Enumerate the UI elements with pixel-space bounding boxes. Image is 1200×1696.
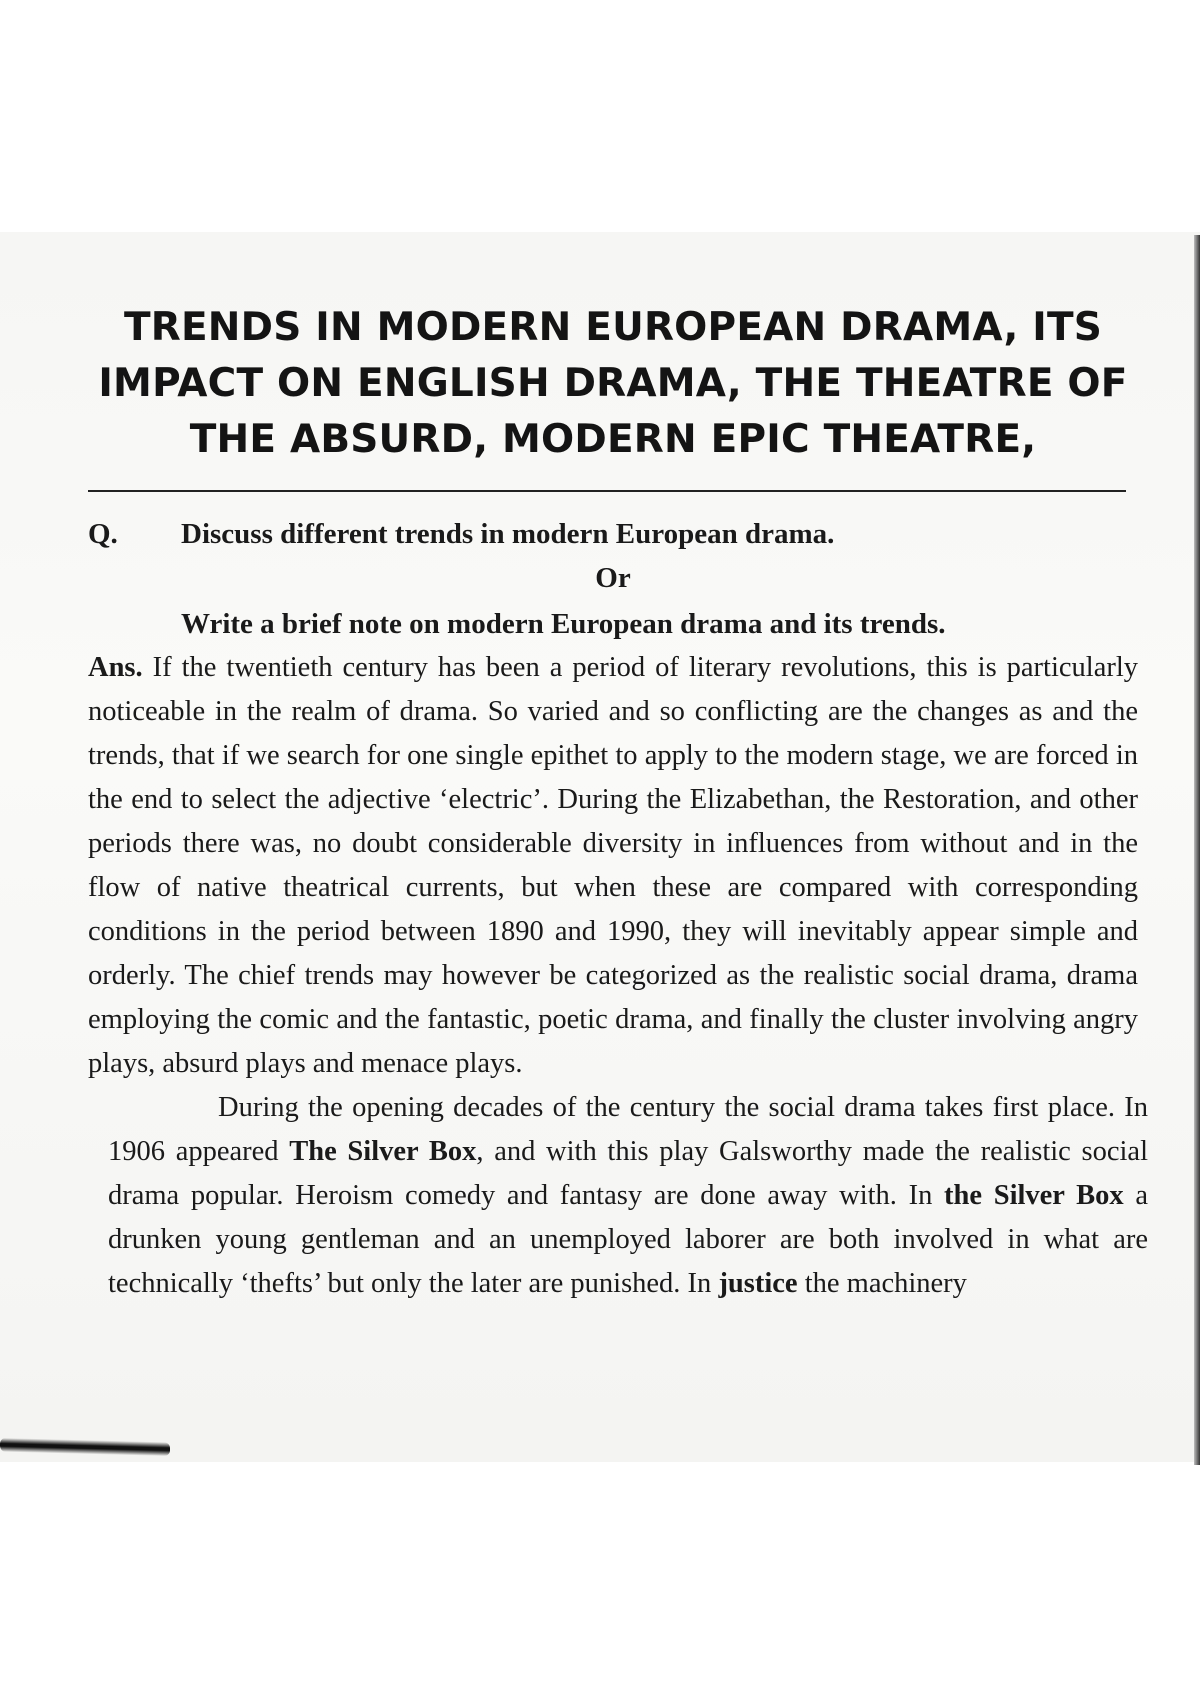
para2-text-c: , and with this play Galsworthy made the realistic social drama popular. Heroism comedy and fantasy are done away with. In xyxy=(108,1136,1149,1211)
question-block xyxy=(88,514,1138,554)
alternate-question-text: Write a brief note on modern European drama and its trends. xyxy=(181,608,946,640)
question-label: Q. xyxy=(88,518,118,550)
play-title-silver-box-2: the Silver Box xyxy=(944,1180,1124,1211)
question-text: Discuss different trends in modern European drama. xyxy=(181,518,835,550)
title-line-2: IMPACT ON ENGLISH DRAMA, THE THEATRE OF xyxy=(98,361,1128,406)
para2-text-g: the machinery xyxy=(797,1268,967,1299)
para2-text-e: a drunken young gentleman and an unemployed laborer are both involved in what are technically ‘thefts’ but only the later are punished. In xyxy=(108,1180,1148,1299)
answer-paragraph-1-text: If the twentieth century has been a period of literary revolutions, this is particularly noticeable in the realm of drama. So varied and so conflicting are the changes as and the trends, that if we search for one single epithet to apply to the modern stage, we are forced in the end to select the adjective ‘electric’. During the Elizabethan, the Restoration, and other periods there was, no doubt considerable diversity in influences from without and in the flow of native theatrical currents, but when these are compared with corresponding conditions in the period between 1890 and 1990, they will inevitably appear simple and orderly. The chief trends may however be categorized as the realistic social drama, drama employing the comic and the fantastic, poetic drama, and finally the cluster involving angry plays, absurd plays and menace plays. xyxy=(88,652,1138,1079)
para2-text-a: During the opening decades of the century the social drama takes first place. In 1906 appeared xyxy=(108,1092,1148,1167)
answer-paragraph-1 xyxy=(88,646,1138,1086)
chapter-title xyxy=(88,300,1138,468)
play-title-silver-box: The Silver Box xyxy=(289,1136,477,1167)
title-line-1: TRENDS IN MODERN EUROPEAN DRAMA, ITS xyxy=(123,305,1103,350)
answer-label: Ans. xyxy=(88,652,143,683)
page-content xyxy=(88,300,1149,1306)
title-line-3: THE ABSURD, MODERN EPIC THEATRE, xyxy=(189,417,1037,462)
page-edge-shadow xyxy=(1194,235,1200,1465)
play-title-justice: justice xyxy=(718,1268,798,1299)
title-divider xyxy=(88,490,1126,492)
or-separator: Or xyxy=(595,562,631,594)
answer-paragraph-2 xyxy=(88,1086,1148,1306)
